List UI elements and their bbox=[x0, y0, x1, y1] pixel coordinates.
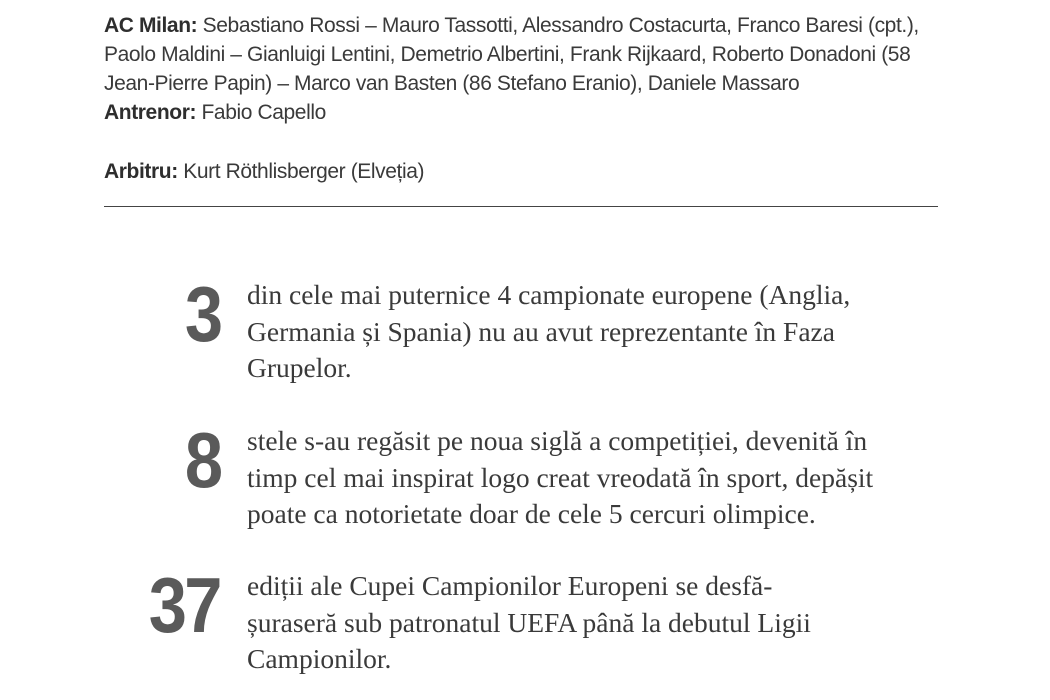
team-lineup bbox=[104, 11, 954, 186]
team-players-line-1: Sebastiano Rossi – Mauro Tassotti, Alessandro Costacurta, Franco Baresi (cpt.), bbox=[202, 14, 919, 37]
stat-text bbox=[247, 423, 947, 533]
stat-number: 8 bbox=[184, 416, 220, 504]
stat-text-line: Grupelor. bbox=[247, 352, 352, 383]
coach-line bbox=[104, 98, 954, 127]
stat-text bbox=[247, 277, 947, 387]
section-divider bbox=[104, 206, 938, 207]
stat-text bbox=[247, 568, 947, 678]
lineup-line-1 bbox=[104, 11, 954, 40]
stat-text-line: Campionilor. bbox=[247, 643, 392, 674]
stat-text-line: stele s-au regăsit pe noua siglă a competiției, devenită în bbox=[247, 425, 868, 456]
team-players-line-3: Jean-Pierre Papin) – Marco van Basten (86 Stefano Eranio), Daniele Massaro bbox=[104, 72, 800, 95]
stat-text-line: Germania și Spania) nu au avut reprezentante în Faza bbox=[247, 315, 835, 347]
stat-text-line: ediții ale Cupei Campionilor Europeni se desfă- bbox=[247, 570, 773, 601]
stat-text-line: timp cel mai inspirat logo creat vreodată în sport, depășit bbox=[247, 461, 874, 493]
stat-text-line: poate ca notorietate doar de cele 5 cercuri olimpice. bbox=[247, 498, 816, 529]
stat-text-line: șuraseră sub patronatul UEFA până la debutul Ligii bbox=[247, 606, 811, 638]
stat-text-line: din cele mai puternice 4 campionate europene (Anglia, bbox=[247, 279, 851, 310]
referee-label: Arbitru: bbox=[104, 160, 178, 183]
coach-name: Fabio Capello bbox=[201, 101, 326, 124]
team-players-line-2: Paolo Maldini – Gianluigi Lentini, Demetrio Albertini, Frank Rijkaard, Roberto Donadoni (58 bbox=[104, 43, 911, 66]
team-label: AC Milan: bbox=[104, 14, 198, 37]
stat-number: 3 bbox=[184, 270, 220, 358]
coach-label: Antrenor: bbox=[104, 101, 197, 124]
referee-name: Kurt Röthlisberger (Elveția) bbox=[183, 160, 425, 183]
stat-number: 37 bbox=[148, 561, 220, 649]
referee-line bbox=[104, 157, 954, 186]
